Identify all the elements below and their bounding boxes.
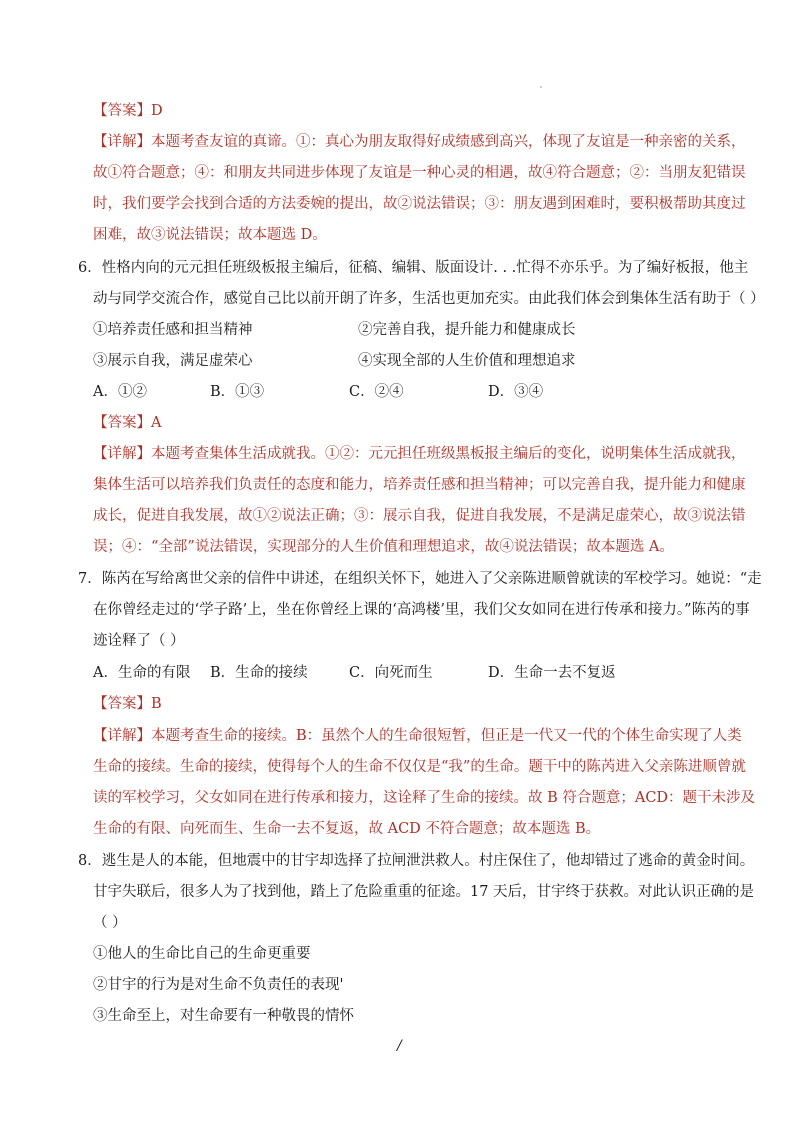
answer-label: 【答案】 xyxy=(93,415,151,431)
question-number: 6． xyxy=(78,260,102,276)
detail-text: 本题考查生命的接续。B：虽然个人的生命很短暂，但正是一代又一代的个体生命实现了人类 xyxy=(151,728,742,744)
q7-choice-b: B．生命的接续 xyxy=(210,665,308,681)
q8-statement: ③生命至上，对生命要有一种敬畏的情怀 xyxy=(93,1008,354,1024)
q6-statement: ④实现全部的人生价值和理想追求 xyxy=(358,353,576,369)
q6-stem-line xyxy=(78,258,748,278)
q7-stem-line: 在你曾经走过的‘学子路’上，坐在你曾经上课的‘高鸿楼’里，我们父女如同在进行传承和接力。”陈芮的事 xyxy=(93,602,750,618)
q7-detail-line xyxy=(93,726,742,746)
q7-answer xyxy=(93,694,162,714)
q7-detail-line: 读的军校学习，父女如同在进行传承和接力，这诠释了生命的接续。故 B 符合题意；ACD：题干未涉及 xyxy=(93,790,756,806)
q8-statement: ①他人的生命比自己的生命更重要 xyxy=(93,946,311,962)
q6-statement: ①培养责任感和担当精神 xyxy=(93,322,253,338)
q5-detail-line: 时，我们要学会找到合适的方法委婉的提出，故②说法错误；③：朋友遇到困难时，要积极帮助其度过 xyxy=(93,196,746,212)
q6-stem-line: 动与同学交流合作，感觉自己比以前开朗了许多，生活也更加充实。由此我们体会到集体生活有助于（ ） xyxy=(93,291,765,307)
q8-stem-line: 甘宇失联后，很多人为了找到他，踏上了危险重重的征途。17 天后，甘宇终于获救。对此认识正确的是 xyxy=(93,884,755,900)
q6-detail-line: 集体生活可以培养我们负责任的态度和能力，培养责任感和担当精神；可以完善自我，提升能力和健康 xyxy=(93,477,746,493)
detail-label: 【详解】 xyxy=(93,728,151,744)
q6-choice-a: A．①② xyxy=(93,384,147,400)
page-number: / xyxy=(397,1038,402,1054)
question-text: 逃生是人的本能，但地震中的甘宇却选择了拉闸泄洪救人。村庄保住了，他却错过了逃命的黄金时间。 xyxy=(101,853,755,869)
q7-stem-line: 迹诠释了（ ） xyxy=(93,633,185,649)
q6-detail-line: 误；④：“全部”说法错误，实现部分的人生价值和理想追求，故④说法错误；故本题选 A。 xyxy=(93,539,674,555)
q5-answer xyxy=(93,101,163,121)
q7-choice-a: A．生命的有限 xyxy=(93,665,191,681)
q7-detail-line: 生命的接续。生命的接续，使得每个人的生命不仅仅是“我”的生命。题干中的陈芮进入父亲陈进顺曾就 xyxy=(93,759,746,775)
q6-detail-line: 成长，促进自我发展，故①②说法正确；③：展示自我，促进自我发展，不是满足虚荣心，故③说法错 xyxy=(93,508,746,524)
answer-value: D xyxy=(151,103,163,119)
q6-detail-line xyxy=(93,444,746,464)
scan-speck xyxy=(540,86,542,88)
detail-label: 【详解】 xyxy=(93,134,151,150)
question-text: 陈芮在写给离世父亲的信件中讲述，在组织关怀下，她进入了父亲陈进顺曾就读的军校学习。她说：“走 xyxy=(101,571,762,587)
question-number: 8． xyxy=(78,853,102,869)
q6-choice-d: D．③④ xyxy=(488,384,544,400)
q8-stem-line: （ ） xyxy=(93,915,127,931)
q6-choice-b: B．①③ xyxy=(210,384,265,400)
answer-label: 【答案】 xyxy=(93,103,151,119)
q7-stem-line xyxy=(78,569,762,589)
q7-choice-c: C．向死而生 xyxy=(349,665,433,681)
q7-choice-d: D．生命一去不复返 xyxy=(488,665,616,681)
q5-detail-line xyxy=(93,132,746,152)
q6-statement: ②完善自我，提升能力和健康成长 xyxy=(358,322,576,338)
answer-value: B xyxy=(151,696,162,712)
q8-stem-line xyxy=(78,851,754,871)
q7-detail-line: 生命的有限、向死而生、生命一去不复返，故 ACD 不符合题意；故本题选 B。 xyxy=(93,821,601,837)
q8-statement: ②甘宇的行为是对生命不负责任的表现' xyxy=(93,977,344,993)
question-number: 7． xyxy=(78,571,102,587)
answer-label: 【答案】 xyxy=(93,696,151,712)
q6-choice-c: C．②④ xyxy=(349,384,404,400)
q6-answer xyxy=(93,413,161,433)
q6-statement: ③展示自我，满足虚荣心 xyxy=(93,353,253,369)
q5-detail-line: 困难，故③说法错误；故本题选 D。 xyxy=(93,227,327,243)
detail-label: 【详解】 xyxy=(93,446,151,462)
question-text: 性格内向的元元担任班级板报主编后，征稿、编辑、版面设计. . .忙得不亦乐乎。为了编好板报，他主 xyxy=(101,260,749,276)
detail-text: 本题考查集体生活成就我。①②：元元担任班级黑板报主编后的变化，说明集体生活成就我， xyxy=(151,446,746,462)
detail-text: 本题考查友谊的真谛。①：真心为朋友取得好成绩感到高兴，体现了友谊是一种亲密的关系， xyxy=(151,134,746,150)
answer-value: A xyxy=(151,415,162,431)
q5-detail-line: 故①符合题意；④：和朋友共同进步体现了友谊是一种心灵的相遇，故④符合题意；②：当朋友犯错误 xyxy=(93,165,746,181)
